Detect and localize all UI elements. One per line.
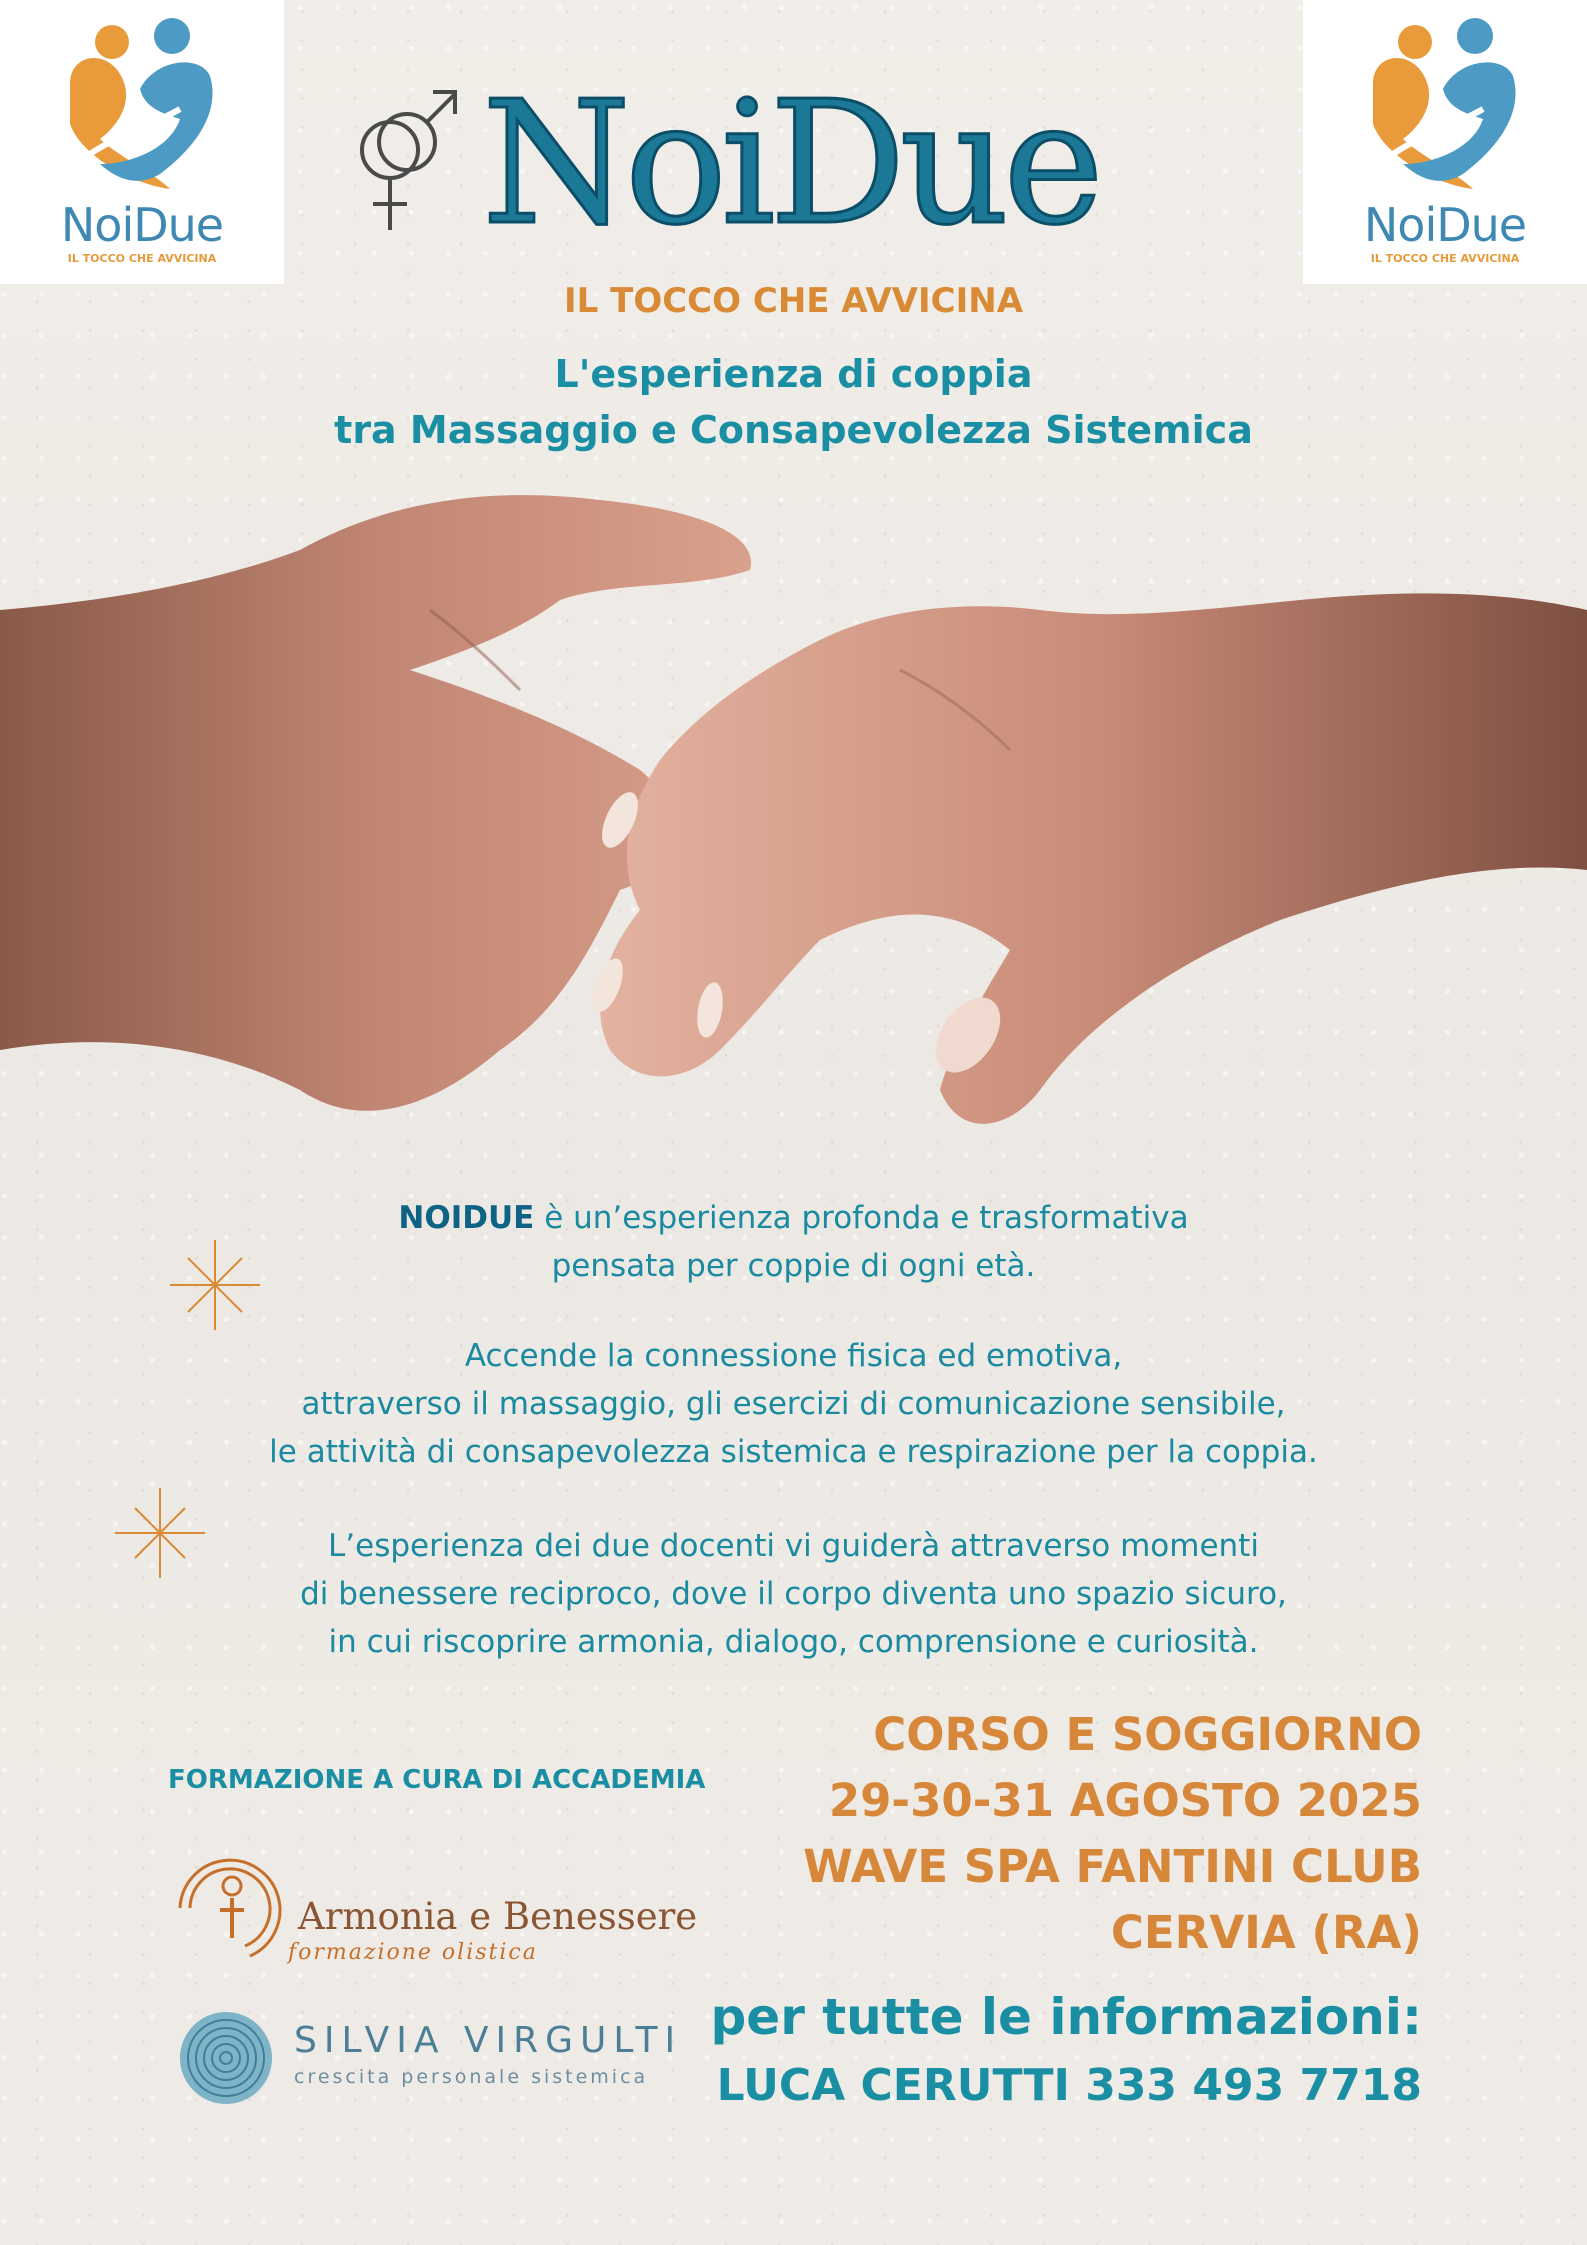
event-location: CERVIA (RA) [1110, 1906, 1422, 1959]
brand-highlight: NOIDUE [398, 1200, 535, 1236]
event-venue: WAVE SPA FANTINI CLUB [803, 1840, 1422, 1893]
logo-brand-text: NoiDue [60, 198, 224, 252]
corner-logo-left [0, 0, 284, 284]
info-heading: per tutte le informazioni: [710, 1988, 1422, 2046]
armonia-logo-icon [160, 1838, 300, 1978]
body-p2-line1: Accende la connessione fisica ed emotiva, [464, 1338, 1123, 1374]
gender-symbols-icon [345, 80, 465, 250]
body-p1-line2: pensata per coppie di ogni età. [551, 1248, 1036, 1284]
silvia-name: SILVIA VIRGULTI [294, 2020, 683, 2061]
couple-hug-logo-icon [60, 14, 224, 194]
logo-tagline: IL TOCCO CHE AVVICINA [1370, 252, 1520, 265]
couple-hug-logo-icon [1363, 14, 1527, 194]
body-p3-line2: di benessere reciproco, dove il corpo diventa uno spazio sicuro, [300, 1576, 1287, 1612]
tagline: IL TOCCO CHE AVVICINA [563, 281, 1024, 321]
corner-logo-right [1303, 0, 1587, 284]
silvia-sub: crescita personale sistemica [294, 2066, 649, 2088]
hands-photo [0, 490, 1587, 1170]
body-p1-line1: NOIDUE è un’esperienza profonda e trasformativa [398, 1200, 1189, 1236]
body-p2-line2: attraverso il massaggio, gli esercizi di comunicazione sensibile, [301, 1386, 1286, 1422]
body-p2-line3: le attività di consapevolezza sistemica e respirazione per la coppia. [269, 1434, 1318, 1470]
armonia-name: Armonia e Benessere [298, 1895, 698, 1938]
armonia-sub: formazione olistica [288, 1940, 538, 1965]
academy-label: FORMAZIONE A CURA DI ACCADEMIA [168, 1765, 706, 1795]
main-title: NoiDue [482, 65, 1098, 263]
body-p3-line1: L’esperienza dei due docenti vi guiderà attraverso momenti [328, 1528, 1259, 1564]
tree-rings-logo-icon [176, 2008, 276, 2108]
info-contact: LUCA CERUTTI 333 493 7718 [716, 2060, 1422, 2111]
body-p3-line3: in cui riscoprire armonia, dialogo, comprensione e curiosità. [328, 1624, 1259, 1660]
event-line-1: CORSO E SOGGIORNO [873, 1708, 1422, 1761]
subtitle-line-2: tra Massaggio e Consapevolezza Sistemica [334, 408, 1253, 452]
logo-brand-text: NoiDue [1363, 198, 1527, 252]
subtitle-line-1: L'esperienza di coppia [554, 352, 1033, 396]
event-date: 29-30-31 AGOSTO 2025 [828, 1774, 1422, 1827]
logo-tagline: IL TOCCO CHE AVVICINA [67, 252, 217, 265]
